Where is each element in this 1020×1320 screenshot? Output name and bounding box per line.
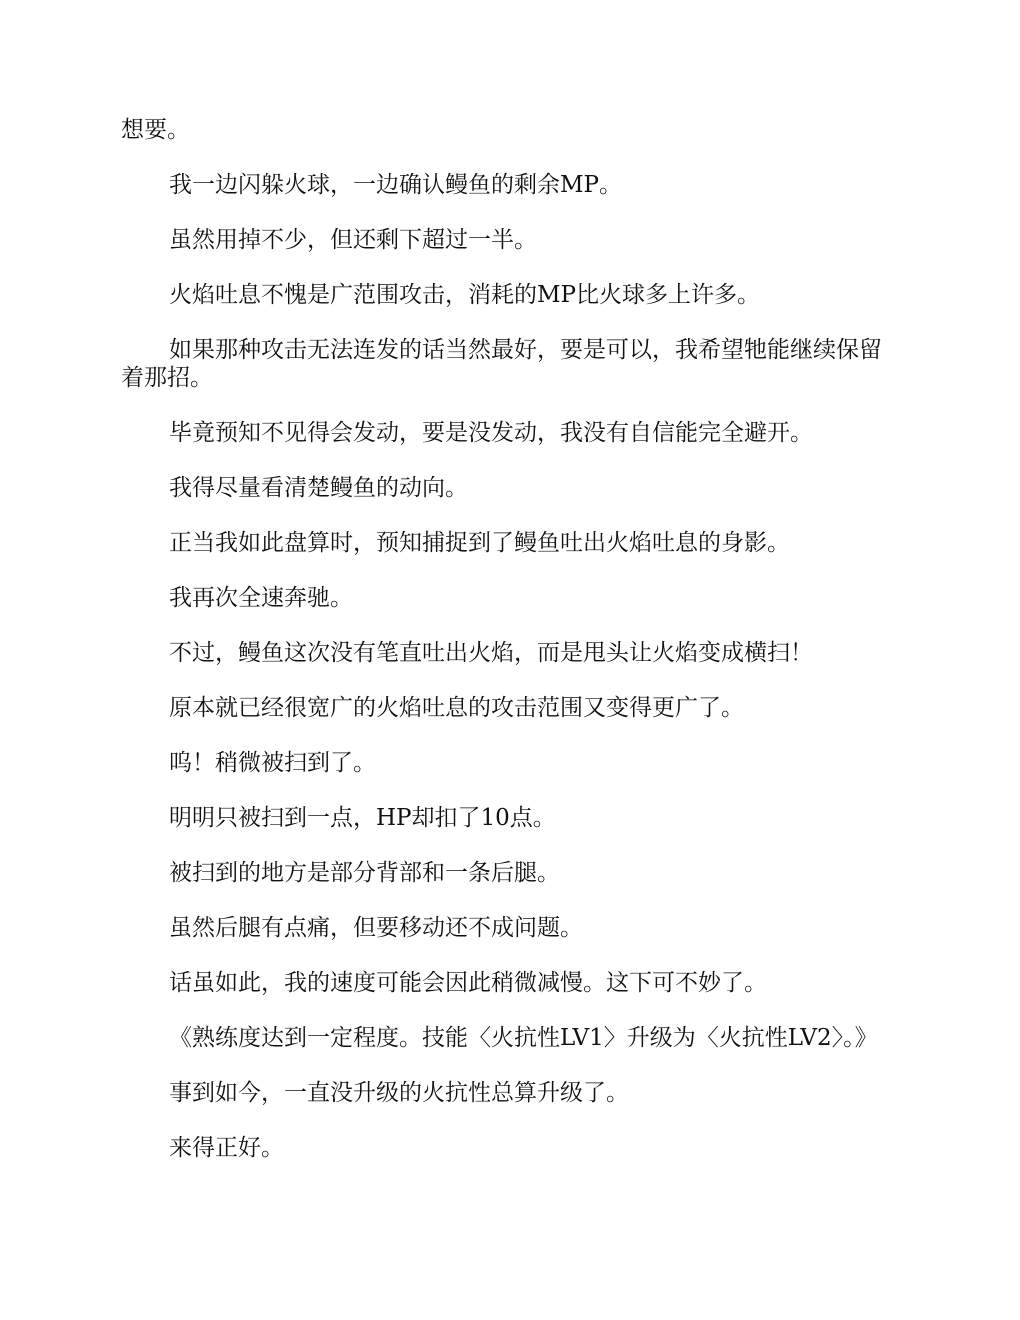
- paragraph: 如果那种攻击无法连发的话当然最好，要是可以，我希望牠能继续保留着那招。: [121, 337, 882, 391]
- paragraph: 不过，鳗鱼这次没有笔直吐出火焰，而是甩头让火焰变成横扫！: [169, 640, 813, 666]
- paragraph: 来得正好。: [169, 1135, 284, 1161]
- paragraph: 虽然后腿有点痛，但要移动还不成问题。: [169, 915, 583, 941]
- paragraph: 话虽如此，我的速度可能会因此稍微减慢。这下可不妙了。: [169, 970, 767, 996]
- document-body: [121, 116, 901, 1189]
- paragraph: 我得尽量看清楚鳗鱼的动向。: [169, 475, 468, 501]
- paragraph: 我再次全速奔驰。: [169, 585, 353, 611]
- paragraph: 明明只被扫到一点，HP却扣了10点。: [169, 805, 556, 831]
- paragraph: 被扫到的地方是部分背部和一条后腿。: [169, 860, 560, 886]
- paragraph: 毕竟预知不见得会发动，要是没发动，我没有自信能完全避开。: [169, 420, 813, 446]
- paragraph: 火焰吐息不愧是广范围攻击，消耗的MP比火球多上许多。: [169, 282, 761, 308]
- paragraph: 我一边闪躲火球，一边确认鳗鱼的剩余MP。: [169, 172, 623, 198]
- paragraph: 想要。: [121, 117, 190, 143]
- paragraph: 《熟练度达到一定程度。技能〈火抗性LV1〉升级为〈火抗性LV2〉。》: [169, 1025, 878, 1051]
- paragraph: 事到如今，一直没升级的火抗性总算升级了。: [169, 1080, 629, 1106]
- paragraph: 正当我如此盘算时，预知捕捉到了鳗鱼吐出火焰吐息的身影。: [169, 530, 790, 556]
- paragraph: 原本就已经很宽广的火焰吐息的攻击范围又变得更广了。: [169, 695, 744, 721]
- paragraph: 虽然用掉不少，但还剩下超过一半。: [169, 227, 537, 253]
- paragraph: 呜！稍微被扫到了。: [169, 750, 376, 776]
